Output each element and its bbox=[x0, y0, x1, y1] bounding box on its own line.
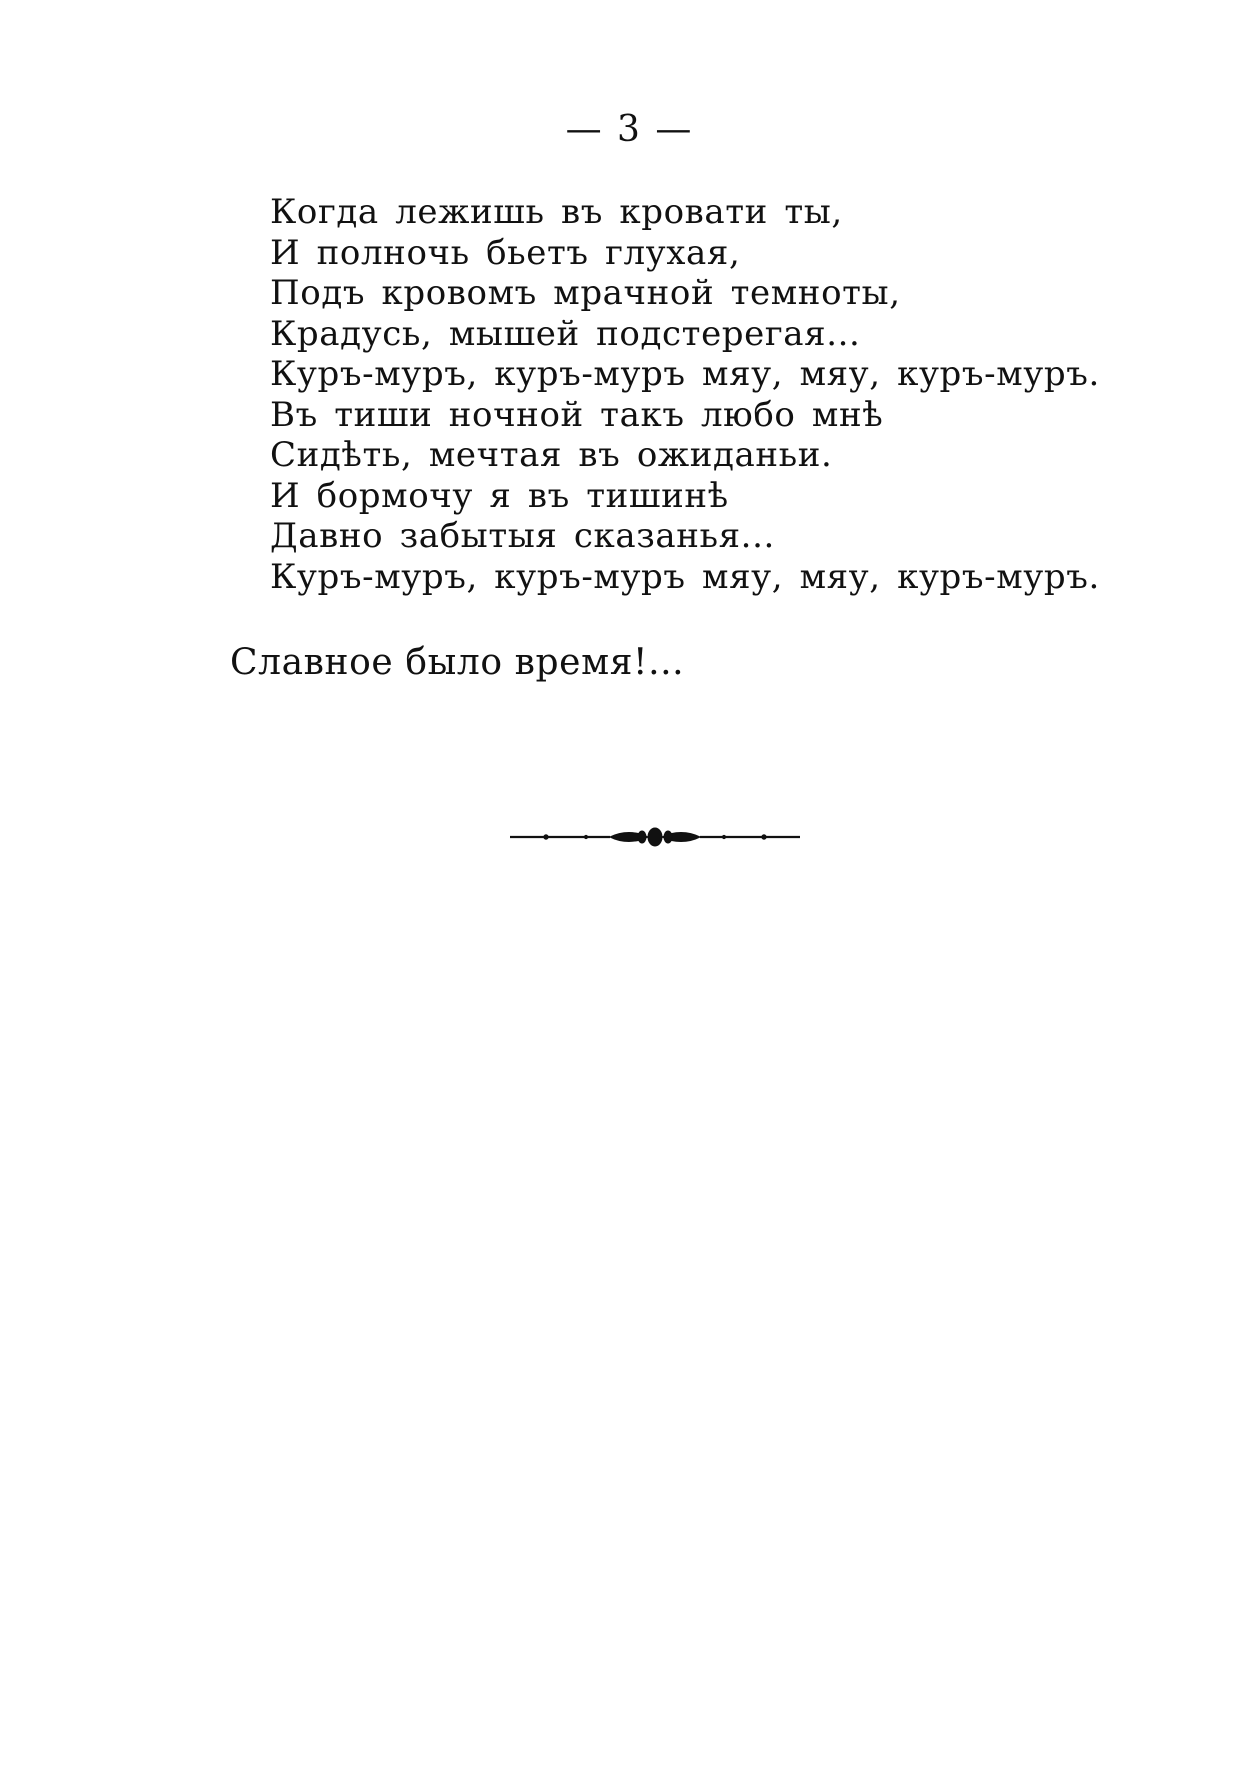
poem-line: И полночь бьетъ глухая, bbox=[270, 232, 741, 273]
poem-line: Когда лежишь въ кровати ты, bbox=[270, 192, 843, 232]
poem-line: Куръ-муръ, куръ-муръ мяу, мяу, куръ-муръ. bbox=[270, 354, 1100, 394]
poem-line: И бормочу я въ тишинѣ bbox=[270, 475, 729, 516]
ornamental-divider-icon bbox=[510, 825, 800, 849]
poem bbox=[270, 192, 1100, 597]
poem-line: Крадусь, мышей подстерегая... bbox=[270, 313, 861, 354]
poem-line: Подъ кровомъ мрачной темноты, bbox=[270, 273, 901, 313]
closing-line: Славное было время!... bbox=[230, 642, 685, 683]
page-number: — 3 — bbox=[565, 109, 694, 150]
poem-line: Давно забытыя сказанья... bbox=[270, 516, 775, 556]
poem-line: Сидѣть, мечтая въ ожиданьи. bbox=[270, 435, 833, 475]
poem-line: Въ тиши ночной такъ любо мнѣ bbox=[270, 394, 884, 435]
poem-line: Куръ-муръ, куръ-муръ мяу, мяу, куръ-муръ. bbox=[270, 556, 1100, 597]
